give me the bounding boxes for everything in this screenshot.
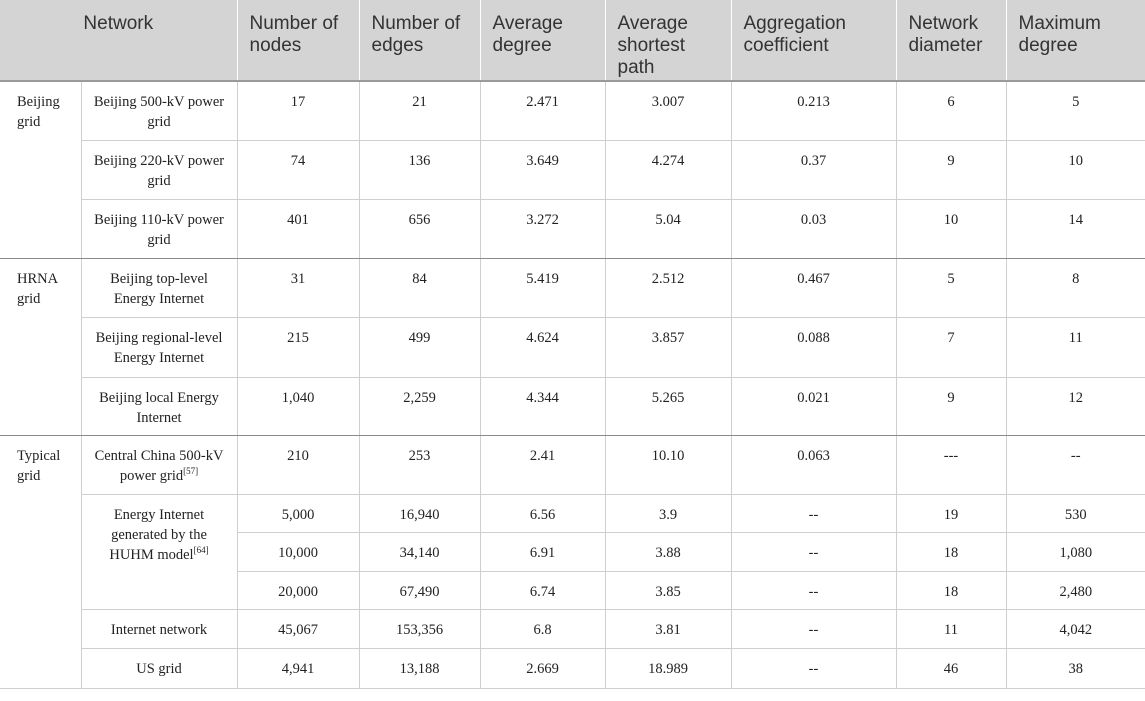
cell-diameter: 9 [896,140,1006,199]
cell-diameter: 6 [896,81,1006,140]
cell-diameter: 11 [896,609,1006,648]
row-name: Beijing local Energy Internet [81,377,237,435]
table-row [0,199,1145,258]
cell-max-degree: 5 [1006,81,1145,140]
header-avg-path: Average shortest path [605,0,731,81]
cell-nodes: 401 [237,199,359,258]
cell-edges: 84 [359,258,480,317]
cell-aggregation: 0.063 [731,435,896,494]
cell-avg-degree: 3.649 [480,140,605,199]
cell-nodes: 45,067 [237,609,359,648]
cell-max-degree: 38 [1006,648,1145,688]
cell-max-degree: 530 [1006,494,1145,532]
header-diameter: Network diameter [896,0,1006,81]
cell-avg-path: 3.88 [605,532,731,571]
cell-avg-path: 5.04 [605,199,731,258]
cell-aggregation: -- [731,609,896,648]
cell-aggregation: 0.37 [731,140,896,199]
cell-max-degree: 4,042 [1006,609,1145,648]
group-label-hrna: HRNA grid [0,258,81,435]
cell-nodes: 20,000 [237,571,359,609]
cell-edges: 67,490 [359,571,480,609]
cell-max-degree: 2,480 [1006,571,1145,609]
table-row [0,317,1145,377]
cell-diameter: --- [896,435,1006,494]
table-row [0,494,1145,532]
cell-max-degree: 14 [1006,199,1145,258]
header-edges: Number of edges [359,0,480,81]
cell-avg-degree: 4.624 [480,317,605,377]
table-row [0,81,1145,140]
cell-aggregation: -- [731,648,896,688]
cell-avg-path: 3.007 [605,81,731,140]
table-row [0,648,1145,688]
row-name: Beijing top-level Energy Internet [81,258,237,317]
table-row [0,377,1145,435]
cell-edges: 13,188 [359,648,480,688]
cell-diameter: 5 [896,258,1006,317]
row-name: Central China 500-kV power grid[57] [81,435,237,494]
cell-avg-path: 3.857 [605,317,731,377]
cell-aggregation: 0.021 [731,377,896,435]
cell-avg-path: 5.265 [605,377,731,435]
cell-aggregation: 0.03 [731,199,896,258]
cell-aggregation: 0.088 [731,317,896,377]
cell-edges: 136 [359,140,480,199]
cell-nodes: 17 [237,81,359,140]
cell-max-degree: 12 [1006,377,1145,435]
cell-max-degree: 11 [1006,317,1145,377]
cell-aggregation: 0.213 [731,81,896,140]
header-max-degree: Maximum degree [1006,0,1145,81]
cell-nodes: 215 [237,317,359,377]
cell-avg-degree: 2.669 [480,648,605,688]
cell-edges: 153,356 [359,609,480,648]
cell-avg-path: 10.10 [605,435,731,494]
row-name: Beijing 110-kV power grid [81,199,237,258]
cell-avg-path: 3.85 [605,571,731,609]
cell-nodes: 31 [237,258,359,317]
cell-diameter: 19 [896,494,1006,532]
cell-edges: 2,259 [359,377,480,435]
cell-aggregation: -- [731,571,896,609]
header-aggregation: Aggregation coefficient [731,0,896,81]
cell-diameter: 10 [896,199,1006,258]
cell-avg-path: 4.274 [605,140,731,199]
cell-max-degree: 10 [1006,140,1145,199]
reference-marker: [57] [183,465,199,476]
cell-max-degree: -- [1006,435,1145,494]
cell-edges: 499 [359,317,480,377]
cell-avg-degree: 3.272 [480,199,605,258]
reference-marker: [64] [193,544,209,555]
cell-diameter: 7 [896,317,1006,377]
header-network: Network [0,0,237,81]
cell-avg-degree: 6.8 [480,609,605,648]
cell-avg-degree: 6.74 [480,571,605,609]
row-name: Beijing 220-kV power grid [81,140,237,199]
cell-diameter: 46 [896,648,1006,688]
cell-avg-path: 3.81 [605,609,731,648]
cell-nodes: 5,000 [237,494,359,532]
group-label-beijing: Beijing grid [0,81,81,258]
cell-avg-degree: 6.56 [480,494,605,532]
cell-nodes: 210 [237,435,359,494]
cell-aggregation: -- [731,532,896,571]
cell-edges: 16,940 [359,494,480,532]
cell-edges: 656 [359,199,480,258]
cell-edges: 21 [359,81,480,140]
cell-aggregation: 0.467 [731,258,896,317]
group-label-typical: Typical grid [0,435,81,688]
cell-max-degree: 8 [1006,258,1145,317]
cell-avg-path: 2.512 [605,258,731,317]
table-row [0,609,1145,648]
cell-edges: 34,140 [359,532,480,571]
cell-diameter: 18 [896,571,1006,609]
cell-edges: 253 [359,435,480,494]
table-row [0,140,1145,199]
cell-avg-degree: 2.471 [480,81,605,140]
cell-nodes: 1,040 [237,377,359,435]
row-name: Energy Internet generated by the HUHM model[64] [81,494,237,609]
row-name: US grid [81,648,237,688]
row-name: Beijing regional-level Energy Internet [81,317,237,377]
cell-avg-degree: 2.41 [480,435,605,494]
cell-avg-path: 18.989 [605,648,731,688]
header-nodes: Number of nodes [237,0,359,81]
table-row [0,435,1145,494]
cell-avg-degree: 6.91 [480,532,605,571]
cell-avg-path: 3.9 [605,494,731,532]
cell-nodes: 74 [237,140,359,199]
cell-nodes: 4,941 [237,648,359,688]
header-row [0,0,1145,81]
row-name: Beijing 500-kV power grid [81,81,237,140]
cell-avg-degree: 4.344 [480,377,605,435]
row-name: Internet network [81,609,237,648]
cell-avg-degree: 5.419 [480,258,605,317]
cell-diameter: 9 [896,377,1006,435]
cell-aggregation: -- [731,494,896,532]
cell-diameter: 18 [896,532,1006,571]
header-avg-degree: Average degree [480,0,605,81]
table-row [0,258,1145,317]
cell-max-degree: 1,080 [1006,532,1145,571]
cell-nodes: 10,000 [237,532,359,571]
